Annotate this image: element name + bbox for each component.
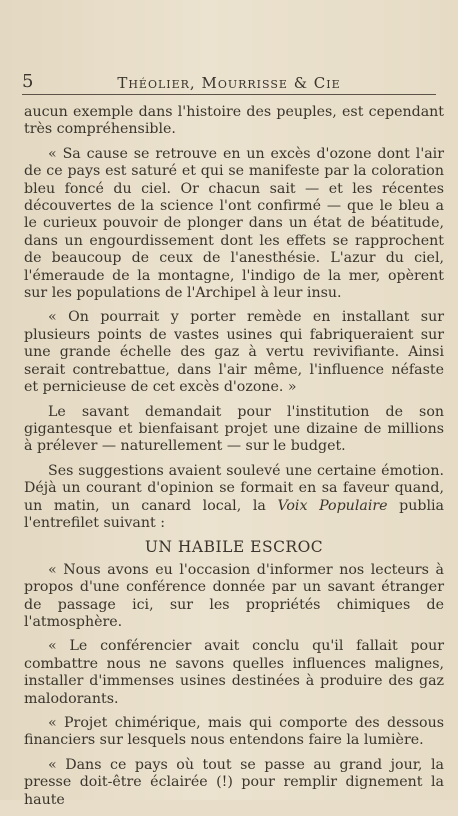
running-title: Théolier, Mourrisse & Cie (117, 74, 341, 92)
newspaper-name: Voix Populaire (277, 497, 388, 514)
paragraph: « Dans ce pays où tout se passe au grand jour, la presse doit-être éclairée (!) pour remplir dignement la haute (24, 756, 444, 808)
body-text (24, 104, 444, 816)
article-title: UN HABILE ESCROC (144, 538, 324, 557)
quote-intro-end: publia l'entrefilet suivant : (24, 497, 445, 531)
page-header (22, 66, 436, 95)
paragraph: « Le conférencier avait conclu qu'il fallait pour combattre nous ne savons quelles influences malignes, installer d'immenses usines destinées à produire des gaz malodorants. (24, 638, 444, 707)
paragraph-text: Ses suggestions avaient soulevé une certaine émotion. Déjà un courant d'opinion se formait en sa faveur quand, un matin, un canard local, la (24, 462, 444, 514)
paragraph: « On pourrait y porter remède en installant sur plusieurs points de vastes usines qui fabriqueraient sur une grande échelle des gaz à vertu revivifiante. Ainsi serait contrebattue, dans l'air même, l'influence néfaste et pernicieuse de cet excès d'ozone. » (24, 309, 444, 396)
page-number: 5 (22, 71, 34, 92)
paragraph (24, 463, 444, 533)
paragraph: aucun exemple dans l'histoire des peuples, est cependant très compréhensible. (24, 104, 444, 138)
paragraph: « Projet chimérique, mais qui comporte des dessous financiers sur lesquels nous entendons faire la lumière. (24, 715, 444, 749)
paragraph: « Nous avons eu l'occasion d'informer nos lecteurs à propos d'une conférence donnée par un savant étranger de passage ici, sur les propriétés chimiques de l'atmosphère. (24, 561, 444, 630)
paragraph: « Sa cause se retrouve en un excès d'ozone dont l'air de ce pays est saturé et qui se manifeste par la coloration bleu foncé du ciel. Or chacun sait — et les récentes découvertes de la science l'ont confirmé — que le bleu a le curieux pouvoir de plonger dans un état de béatitude, dans un engourdissement dont les effets se rapprochent de beaucoup de ceux de l'anesthésie. L'azur du ciel, l'émeraude de la montagne, l'indigo de la mer, opèrent sur les populations de l'Archipel à leur insu. (24, 145, 444, 302)
paragraph: Le savant demandait pour l'institution de son gigantesque et bienfaisant projet une dizaine de millions à prélever — naturellement — sur le budget. (24, 403, 444, 455)
